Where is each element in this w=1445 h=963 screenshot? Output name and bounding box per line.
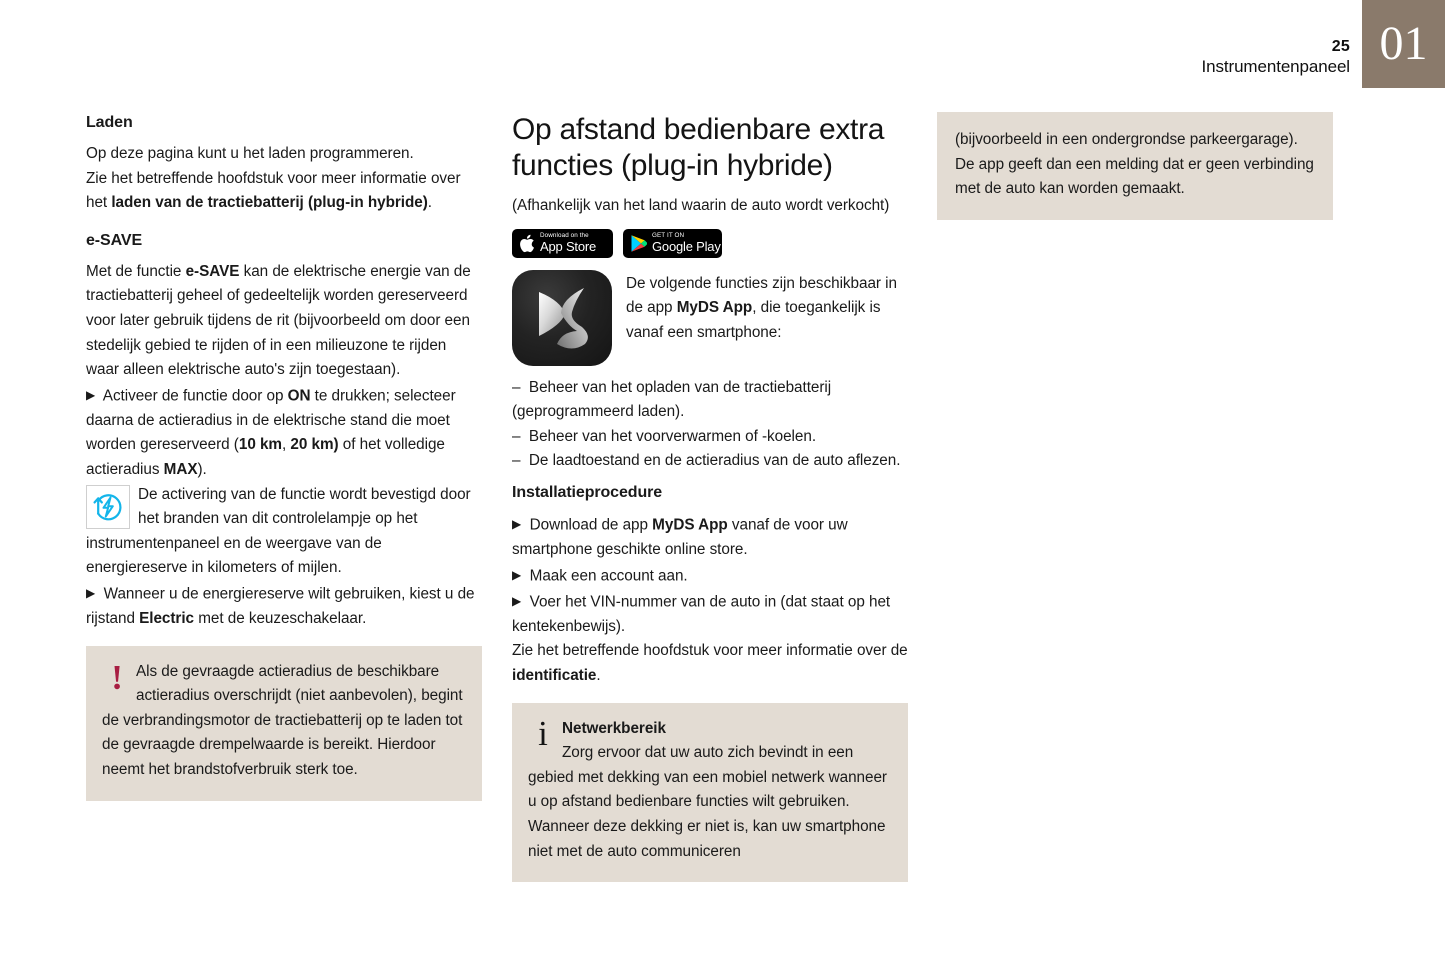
- page-header: [0, 0, 1445, 88]
- right-column: [937, 112, 1333, 220]
- heading-installatieprocedure: Installatieprocedure: [512, 483, 663, 501]
- heading-laden: Laden: [86, 114, 133, 131]
- step2-pre: Wanneer u de energiereserve wilt gebruiken, kiest u de rijstand: [86, 585, 475, 628]
- dash-bullet-icon: –: [512, 452, 521, 470]
- myds-app-intro-block: [512, 270, 908, 366]
- laden-line-2-pre: Zie het betreffende hoofdstuk voor meer informatie over het: [86, 169, 461, 212]
- country-note: (Afhankelijk van het land waarin de auto wordt verkocht): [512, 197, 890, 214]
- info-callout: [512, 703, 908, 883]
- app-store-badge-small: Download on the: [540, 231, 589, 239]
- install-step1-pre: Download de app: [529, 516, 653, 534]
- info-callout-text-2: Wanneer deze dekking er niet is, kan uw smartphone niet met de auto communiceren: [528, 818, 886, 860]
- install-step1-bold: MyDS App: [652, 516, 728, 534]
- feature-list-item: [512, 425, 908, 450]
- arrow-bullet-icon: ▶: [86, 387, 96, 402]
- esave-paragraph: [86, 260, 482, 383]
- section-title: Instrumentenpaneel: [1201, 57, 1350, 76]
- arrow-bullet-icon: ▶: [86, 586, 96, 600]
- page-title: Op afstand bedienbare extra functies (plug-in hybride): [512, 113, 885, 182]
- install-closing-pre: Zie het betreffende hoofdstuk voor meer informatie over de: [512, 642, 908, 660]
- step1-max: MAX: [163, 461, 198, 479]
- chapter-number: 01: [1379, 17, 1428, 70]
- feature-text: De laadtoestand en de actieradius van de auto aflezen.: [528, 452, 901, 470]
- esave-pre: Met de functie: [86, 262, 186, 280]
- laden-line-2-post: .: [427, 194, 432, 212]
- laden-link-bold: laden van de tractiebatterij (plug-in hybride): [111, 194, 428, 212]
- store-badges-row: [512, 229, 908, 258]
- arrow-bullet-icon: ▶: [512, 516, 522, 531]
- install-closing: [512, 639, 908, 688]
- warning-callout: [86, 646, 482, 801]
- exclamation-icon: !: [111, 657, 123, 697]
- info-icon-slot: [528, 713, 558, 753]
- feature-list-item: [512, 376, 908, 425]
- step1-mid3: of het volledige actieradius: [86, 436, 445, 479]
- myds-app-intro-text: [626, 270, 908, 346]
- feature-list-item: [512, 449, 908, 474]
- esave-indicator-icon: [86, 485, 130, 529]
- esave-post: kan de elektrische energie van de tractiebatterij geheel of gedeeltelijk worden gereserveerd voor later gebruik tijdens de rit (bijvoorbeeld om door een stedelijk gebied te rijden of in een milieuzone te rijden waar alleen elektrische auto's zijn toegestaan).: [86, 262, 471, 379]
- info-callout-title: Netwerkbereik: [562, 719, 666, 737]
- install-step-2: [512, 563, 908, 589]
- step1-post: ).: [197, 461, 207, 479]
- install-step3-text: Voer het VIN-nummer van de auto in (dat staat op het kentekenbewijs).: [512, 593, 891, 635]
- step1-pre: Activeer de functie door op: [102, 387, 288, 405]
- esave-step-2: [86, 581, 482, 632]
- install-step1-post: vanaf de voor uw smartphone geschikte online store.: [512, 516, 848, 559]
- app-store-badge-lines: [540, 233, 596, 253]
- feature-text: Beheer van het voorverwarmen of -koelen.: [528, 427, 817, 445]
- google-play-badge[interactable]: [623, 229, 722, 258]
- header-text-block: [1202, 38, 1350, 78]
- step2-post: met de keuzeschakelaar.: [194, 610, 367, 628]
- warning-icon-slot: [102, 657, 132, 697]
- indicator-note-text: De activering van de functie wordt bevestigd door het branden van dit controlelampje op het instrumentenpaneel en de weergave van de energiereserve in kilometers of mijlen.: [86, 485, 471, 577]
- step2-electric: Electric: [139, 610, 194, 628]
- install-step-3: [512, 589, 908, 640]
- dash-bullet-icon: –: [512, 378, 521, 396]
- chapter-tab: [1362, 0, 1445, 88]
- install-closing-post: .: [596, 667, 601, 685]
- heading-esave: e-SAVE: [86, 231, 143, 249]
- middle-column: [512, 112, 908, 882]
- apple-logo-icon: [519, 234, 535, 253]
- warning-callout-text: Als de gevraagde actieradius de beschikbare actieradius overschrijdt (niet aanbevolen), begint de verbrandingsmotor de tractiebatterij op te laden tot de gevraagde drempelwaarde is bereikt. Hierdoor neemt het brandstofverbruik sterk toe.: [102, 662, 463, 779]
- page-number: 25: [1331, 38, 1350, 55]
- laden-paragraph: [86, 142, 482, 216]
- esave-step-1: [86, 383, 482, 483]
- info-icon: i: [538, 713, 548, 753]
- arrow-bullet-icon: ▶: [512, 567, 522, 582]
- right-callout-text: (bijvoorbeeld in een ondergrondse parkeergarage). De app geeft dan een melding dat er geen verbinding met de auto kan worden gemaakt.: [955, 131, 1314, 198]
- info-callout-text: Zorg ervoor dat uw auto zich bevindt in een gebied met dekking van een mobiel netwerk wanneer u op afstand bedienbare functies wilt gebruiken.: [528, 744, 887, 811]
- install-step-1: [512, 512, 908, 563]
- app-store-badge[interactable]: [512, 229, 613, 258]
- step1-on: ON: [287, 387, 311, 405]
- dash-bullet-icon: –: [512, 427, 521, 445]
- step1-mid2: ,: [281, 436, 291, 454]
- step1-mid: te drukken; selecteer daarna de actieradius in de elektrische stand die moet worden gereserveerd (: [86, 387, 456, 454]
- step1-20km: 20 km): [290, 436, 339, 454]
- myds-app-icon: [512, 270, 612, 366]
- right-callout: [937, 112, 1333, 220]
- google-play-triangle-icon: [630, 234, 647, 253]
- app-store-badge-big: App Store: [540, 239, 597, 255]
- google-play-badge-small: GET IT ON: [652, 231, 685, 239]
- app-intro-pre: De volgende functies zijn beschikbaar in de app: [626, 274, 897, 317]
- arrow-bullet-icon: ▶: [512, 593, 522, 608]
- google-play-badge-lines: [652, 233, 721, 253]
- install-closing-bold: identificatie: [512, 667, 597, 685]
- laden-line-1: Op deze pagina kunt u het laden programmeren.: [86, 145, 414, 162]
- step1-10km: 10 km: [238, 436, 282, 454]
- indicator-note: [86, 483, 482, 581]
- install-step2-text: Maak een account aan.: [529, 567, 688, 585]
- app-intro-bold: MyDS App: [676, 299, 753, 317]
- left-column: [86, 112, 482, 801]
- google-play-badge-big: Google Play: [652, 239, 721, 255]
- feature-text: Beheer van het opladen van de tractiebatterij (geprogrammeerd laden).: [512, 378, 832, 421]
- app-intro-post: , die toegankelijk is vanaf een smartphone:: [626, 299, 881, 341]
- esave-bold: e-SAVE: [185, 262, 240, 280]
